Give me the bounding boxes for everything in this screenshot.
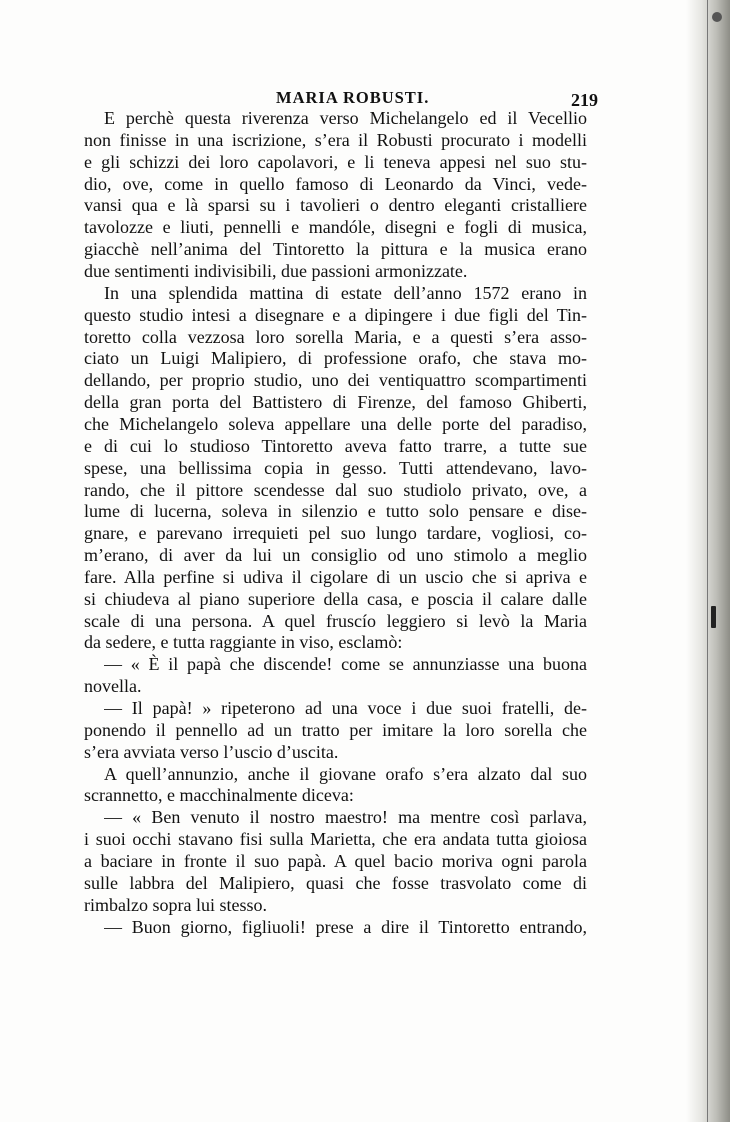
text-line: scale di una persona. A quel fruscío leggiero si levò la Maria bbox=[84, 610, 587, 631]
text-line: lume di lucerna, soleva in silenzio e tutto solo pensare e dise- bbox=[84, 501, 587, 522]
text-line: novella. bbox=[84, 676, 142, 697]
text-line: ponendo il pennello ad un tratto per imitare la loro sorella che bbox=[84, 719, 587, 740]
text-line: A quell’annunzio, anche il giovane orafo s’era alzato dal suo bbox=[104, 763, 587, 784]
text-line: — Buon giorno, figliuoli! prese a dire il Tintoretto entrando, bbox=[104, 916, 587, 937]
text-line: della gran porta del Battistero di Firenze, del famoso Ghiberti, bbox=[84, 392, 587, 413]
text-line: sulle labbra del Malipiero, quasi che fosse trasvolato come di bbox=[84, 872, 587, 893]
text-line: In una splendida mattina di estate dell’anno 1572 erano in bbox=[104, 282, 587, 303]
text-line: a baciare in fronte il suo papà. A quel bacio moriva ogni parola bbox=[84, 850, 587, 871]
text-line: scrannetto, e macchinalmente diceva: bbox=[84, 785, 354, 806]
text-line: tavolozze e liuti, pennelli e mandóle, disegni e fogli di musica, bbox=[84, 217, 587, 238]
text-line: rimbalzo sopra lui stesso. bbox=[84, 894, 267, 915]
text-line: ciato un Luigi Malipiero, di professione orafo, che stava mo- bbox=[84, 348, 587, 369]
text-line: rando, che il pittore scendesse dal suo studiolo privato, ove, a bbox=[84, 479, 587, 500]
page-number: 219 bbox=[571, 90, 598, 110]
text-line: da sedere, e tutta raggiante in viso, esclamò: bbox=[84, 632, 403, 653]
text-line: dio, ove, come in quello famoso di Leonardo da Vinci, vede- bbox=[84, 173, 587, 194]
text-line: e gli schizzi dei loro capolavori, e li teneva appesi nel suo stu- bbox=[84, 151, 587, 172]
text-line: fare. Alla perfine si udiva il cigolare di un uscio che si apriva e bbox=[84, 566, 587, 587]
text-line: gnare, e parevano irrequieti pel suo lungo tardare, vogliosi, co- bbox=[84, 523, 587, 544]
text-line: s’era avviata verso l’uscio d’uscita. bbox=[84, 741, 339, 762]
text-line: giacchè nell’anima del Tintoretto la pittura e la musica erano bbox=[84, 239, 587, 260]
text-line: vansi qua e là sparsi su i tavolieri o dentro eleganti cristalliere bbox=[84, 195, 587, 216]
text-line: dellando, per proprio studio, uno dei ventiquattro scompartimenti bbox=[84, 370, 587, 391]
text-line: toretto colla vezzosa loro sorella Maria, e a questi s’era asso- bbox=[84, 326, 587, 347]
text-line: — « Ben venuto il nostro maestro! ma mentre così parlava, bbox=[104, 807, 587, 828]
text-line: e di cui lo studioso Tintoretto aveva fatto trarre, a tutte sue bbox=[84, 435, 587, 456]
text-line: m’erano, di aver da lui un consiglio od uno stimolo a meglio bbox=[84, 545, 587, 565]
text-line: si chiudeva al piano superiore della casa, e poscia il calare dalle bbox=[84, 588, 587, 609]
text-line: che Michelangelo soleva appellare una delle porte del paradiso, bbox=[84, 413, 587, 434]
text-line: — Il papà! » ripeterono ad una voce i due suoi fratelli, de- bbox=[104, 698, 587, 718]
text-line: E perchè questa riverenza verso Michelangelo ed il Vecellio bbox=[104, 108, 587, 128]
text-line: questo studio intesi a disegnare e a dipingere i due figli del Tin- bbox=[84, 304, 587, 325]
text-line: — « È il papà che discende! come se annunziasse una buona bbox=[104, 654, 587, 675]
text-line: due sentimenti indivisibili, due passioni armonizzate. bbox=[84, 261, 468, 281]
text-line: spese, una bellissima copia in gesso. Tutti attendevano, lavo- bbox=[84, 457, 587, 478]
text-line: non finisse in una iscrizione, s’era il Robusti procurato i modelli bbox=[84, 129, 587, 150]
running-head-title: MARIA ROBUSTI. bbox=[276, 88, 430, 107]
text-line: i suoi occhi stavano fisi sulla Marietta, che era andata tutta gioiosa bbox=[84, 829, 587, 850]
